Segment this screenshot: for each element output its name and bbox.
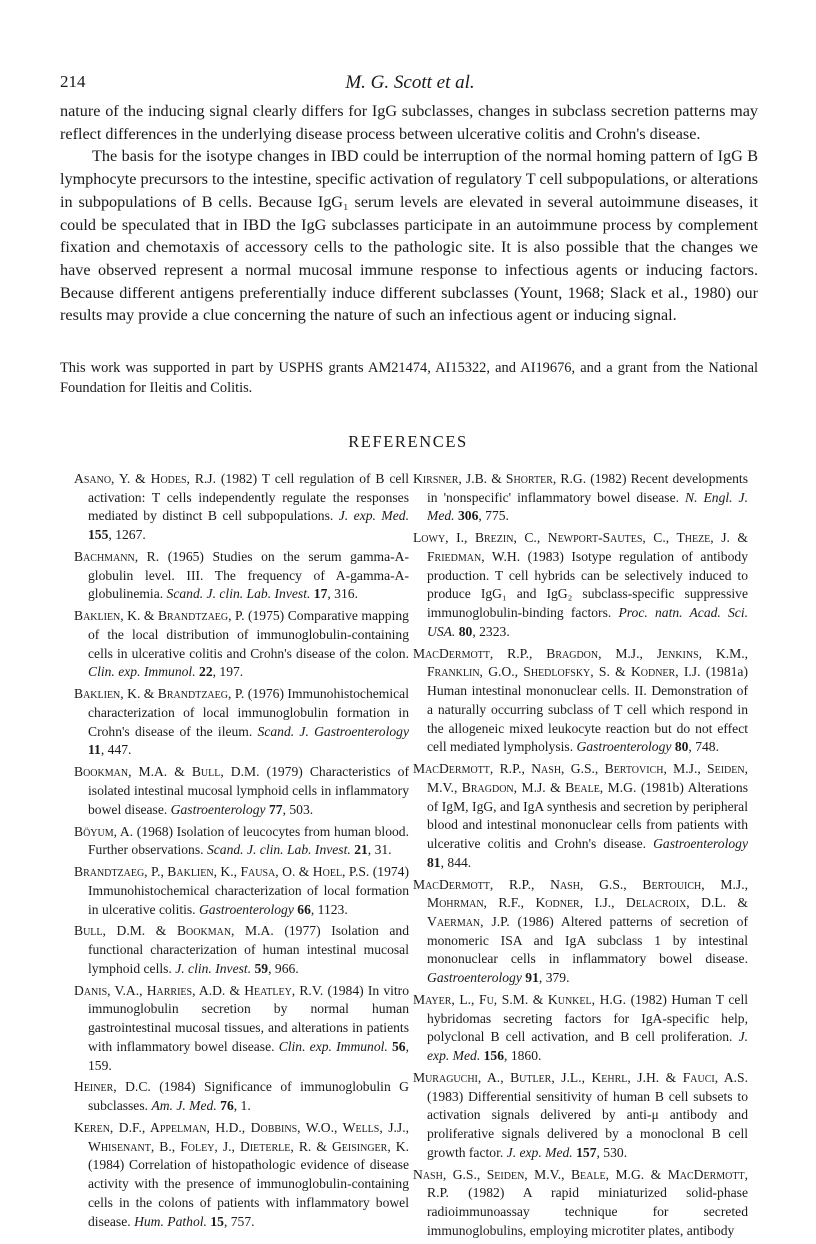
page-header: [60, 72, 760, 98]
reference-item: Lowy, I., Brezin, C., Newport-Sautes, C., Theze, J. & Friedman, W.H. (1983) Isotype regulation of antibody production. T cell hybrids can be selectively induced to produce IgG₁ and IgG₂ subclass-specific suppressive immunoglobulin-binding factors. Proc. natn. Acad. Sci. USA. 80, 2323.: [413, 530, 749, 639]
acknowledgement: This work was supported in part by USPHS grants AM21474, AI15322, and AI19676, and a grant from the National Foundation for Ileitis and Colitis.: [60, 360, 758, 396]
reference-item: Böyum, A. (1968) Isolation of leucocytes from human blood. Further observations. Scand. J. clin. Lab. Invest. 21, 31.: [74, 823, 409, 858]
reference-item: MacDermott, R.P., Nash, G.S., Bertouich, M.J., Mohrman, R.F., Kodner, I.J., Delacroix, D.L. & Vaerman, J.P. (1986) Altered patterns of secretion of monomeric ISA and IgA subclass 1 by intestinal mononuclear cells in inflammatory bowel disease. Gastroenterology 91, 379.: [413, 876, 748, 986]
reference-item: MacDermott, R.P., Nash, G.S., Bertovich, M.J., Seiden, M.V., Bragdon, M.J. & Beale, M.G. (1981b) Alterations of IgM, IgG, and IgA synthesis and secretion by peripheral blood and intestinal mononuclear cells from patients with ulcerative colitis and Crohn's disease. Gastroenterology 81, 844.: [413, 761, 748, 870]
running-head: M. G. Scott et al.: [345, 72, 475, 93]
reference-item: Kirsner, J.B. & Shorter, R.G. (1982) Recent developments in 'nonspecific' inflammatory bowel disease. N. Engl. J. Med. 306, 775.: [413, 471, 748, 524]
reference-item: Brandtzaeg, P., Baklien, K., Fausa, O. & Hoel, P.S. (1974) Immunohistochemical characterization of local formation in ulcerative colitis. Gastroenterology 66, 1123.: [74, 864, 409, 917]
reference-item: Bull, D.M. & Bookman, M.A. (1977) Isolation and functional characterization of human intestinal mucosal lymphoid cells. J. clin. Invest. 59, 966.: [74, 923, 409, 976]
reference-item: Baklien, K. & Brandtzaeg, P. (1975) Comparative mapping of the local distribution of immunoglobulin-containing cells in ulcerative colitis and Crohn's disease of the colon. Clin. exp. Immunol. 22, 197.: [74, 608, 409, 680]
body-paragraph: nature of the inducing signal clearly differs for IgG subclasses, changes in subclass secretion patterns may reflect differences in the underlying disease process between ulcerative colitis and Crohn's disease.: [60, 102, 758, 143]
reference-item: Heiner, D.C. (1984) Significance of immunoglobulin G subclasses. Am. J. Med. 76, 1.: [74, 1079, 410, 1114]
references-heading: REFERENCES: [348, 432, 468, 451]
references-right-column: [413, 470, 748, 1244]
reference-item: Bookman, M.A. & Bull, D.M. (1979) Characteristics of isolated intestinal mucosal lymphoid cells in inflammatory bowel disease. Gastroenterology 77, 503.: [74, 764, 409, 817]
reference-item: Keren, D.F., Appelman, H.D., Dobbins, W.O., Wells, J.J., Whisenant, B., Foley, J., Dieterle, R. & Geisinger, K. (1984) Correlation of histopathologic evidence of disease activity with the presence of immunoglobulin-containing cells in the colons of patients with inflammatory bowel disease. Hum. Pathol. 15, 757.: [74, 1120, 409, 1229]
reference-item: Bachmann, R. (1965) Studies on the serum gamma-A-globulin level. III. The frequency of A-gamma-A-globulinemia. Scand. J. clin. Lab. Invest. 17, 316.: [74, 549, 410, 602]
reference-item: Mayer, L., Fu, S.M. & Kunkel, H.G. (1982) Human T cell hybridomas secreting factors for IgA-specific help, polyclonal B cell activation, and B cell proliferation. J. exp. Med. 156, 1860.: [413, 991, 748, 1064]
reference-item: Nash, G.S., Seiden, M.V., Beale, M.G. & MacDermott, R.P. (1982) A rapid miniaturized solid-phase radioimmunoassay technique for secreted immunoglobulins, employing microtiter plates, antibody: [413, 1166, 748, 1238]
discussion-text: [60, 100, 758, 327]
page-number: 214: [60, 72, 86, 91]
references-left-column: [74, 470, 409, 1234]
reference-item: Muraguchi, A., Butler, J.L., Kehrl, J.H. & Fauci, A.S. (1983) Differential sensitivity of human B cell subsets to activation signals delivered by anti-μ antibody and proliferative signals delivered by a monoclonal B cell growth factor. J. exp. Med. 157, 530.: [413, 1069, 748, 1160]
body-paragraph: The basis for the isotype changes in IBD could be interruption of the normal homing pattern of IgG B lymphocyte precursors to the intestine, specific activation of regulatory T cell subpopulations, or alterations in subpopulations of B cells. Because IgG₁ serum levels are elevated in several autoimmune diseases, it could be speculated that in IBD the IgG subclasses participate in an autoimmune process by complement fixation and chemotaxis of accessory cells to the pathologic site. It is also possible that the changes we have observed represent a normal mucosal immune response to infectious agents or inducing factors. Because different antigens preferentially induce different subclasses (Yount, 1968; Slack et al., 1980) our results may provide a clue concerning the nature of such an infectious agent or inducing signal.: [60, 147, 758, 325]
reference-item: Asano, Y. & Hodes, R.J. (1982) T cell regulation of B cell activation: T cells independently regulate the responses mediated by distinct B cell subpopulations. J. exp. Med. 155, 1267.: [74, 471, 409, 543]
reference-item: MacDermott, R.P., Bragdon, M.J., Jenkins, K.M., Franklin, G.O., Shedlofsky, S. & Kodner, I.J. (1981a) Human intestinal mononuclear cells. II. Demonstration of a naturally occurring subclass of T cell which respond in the allogeneic mixed leukocyte reaction but do not effect cell mediated lympholysis. Gastroenterology 80, 748.: [413, 645, 748, 755]
reference-item: Baklien, K. & Brandtzaeg, P. (1976) Immunohistochemical characterization of local immunoglobulin formation in Crohn's disease of the ileum. Scand. J. Gastroenterology 11, 447.: [74, 686, 409, 758]
reference-item: Danis, V.A., Harries, A.D. & Heatley, R.V. (1984) In vitro immunoglobulin secretion by normal human gastrointestinal mucosal tissues, and alterations in patients with inflammatory bowel disease. Clin. exp. Immunol. 56, 159.: [74, 982, 409, 1073]
